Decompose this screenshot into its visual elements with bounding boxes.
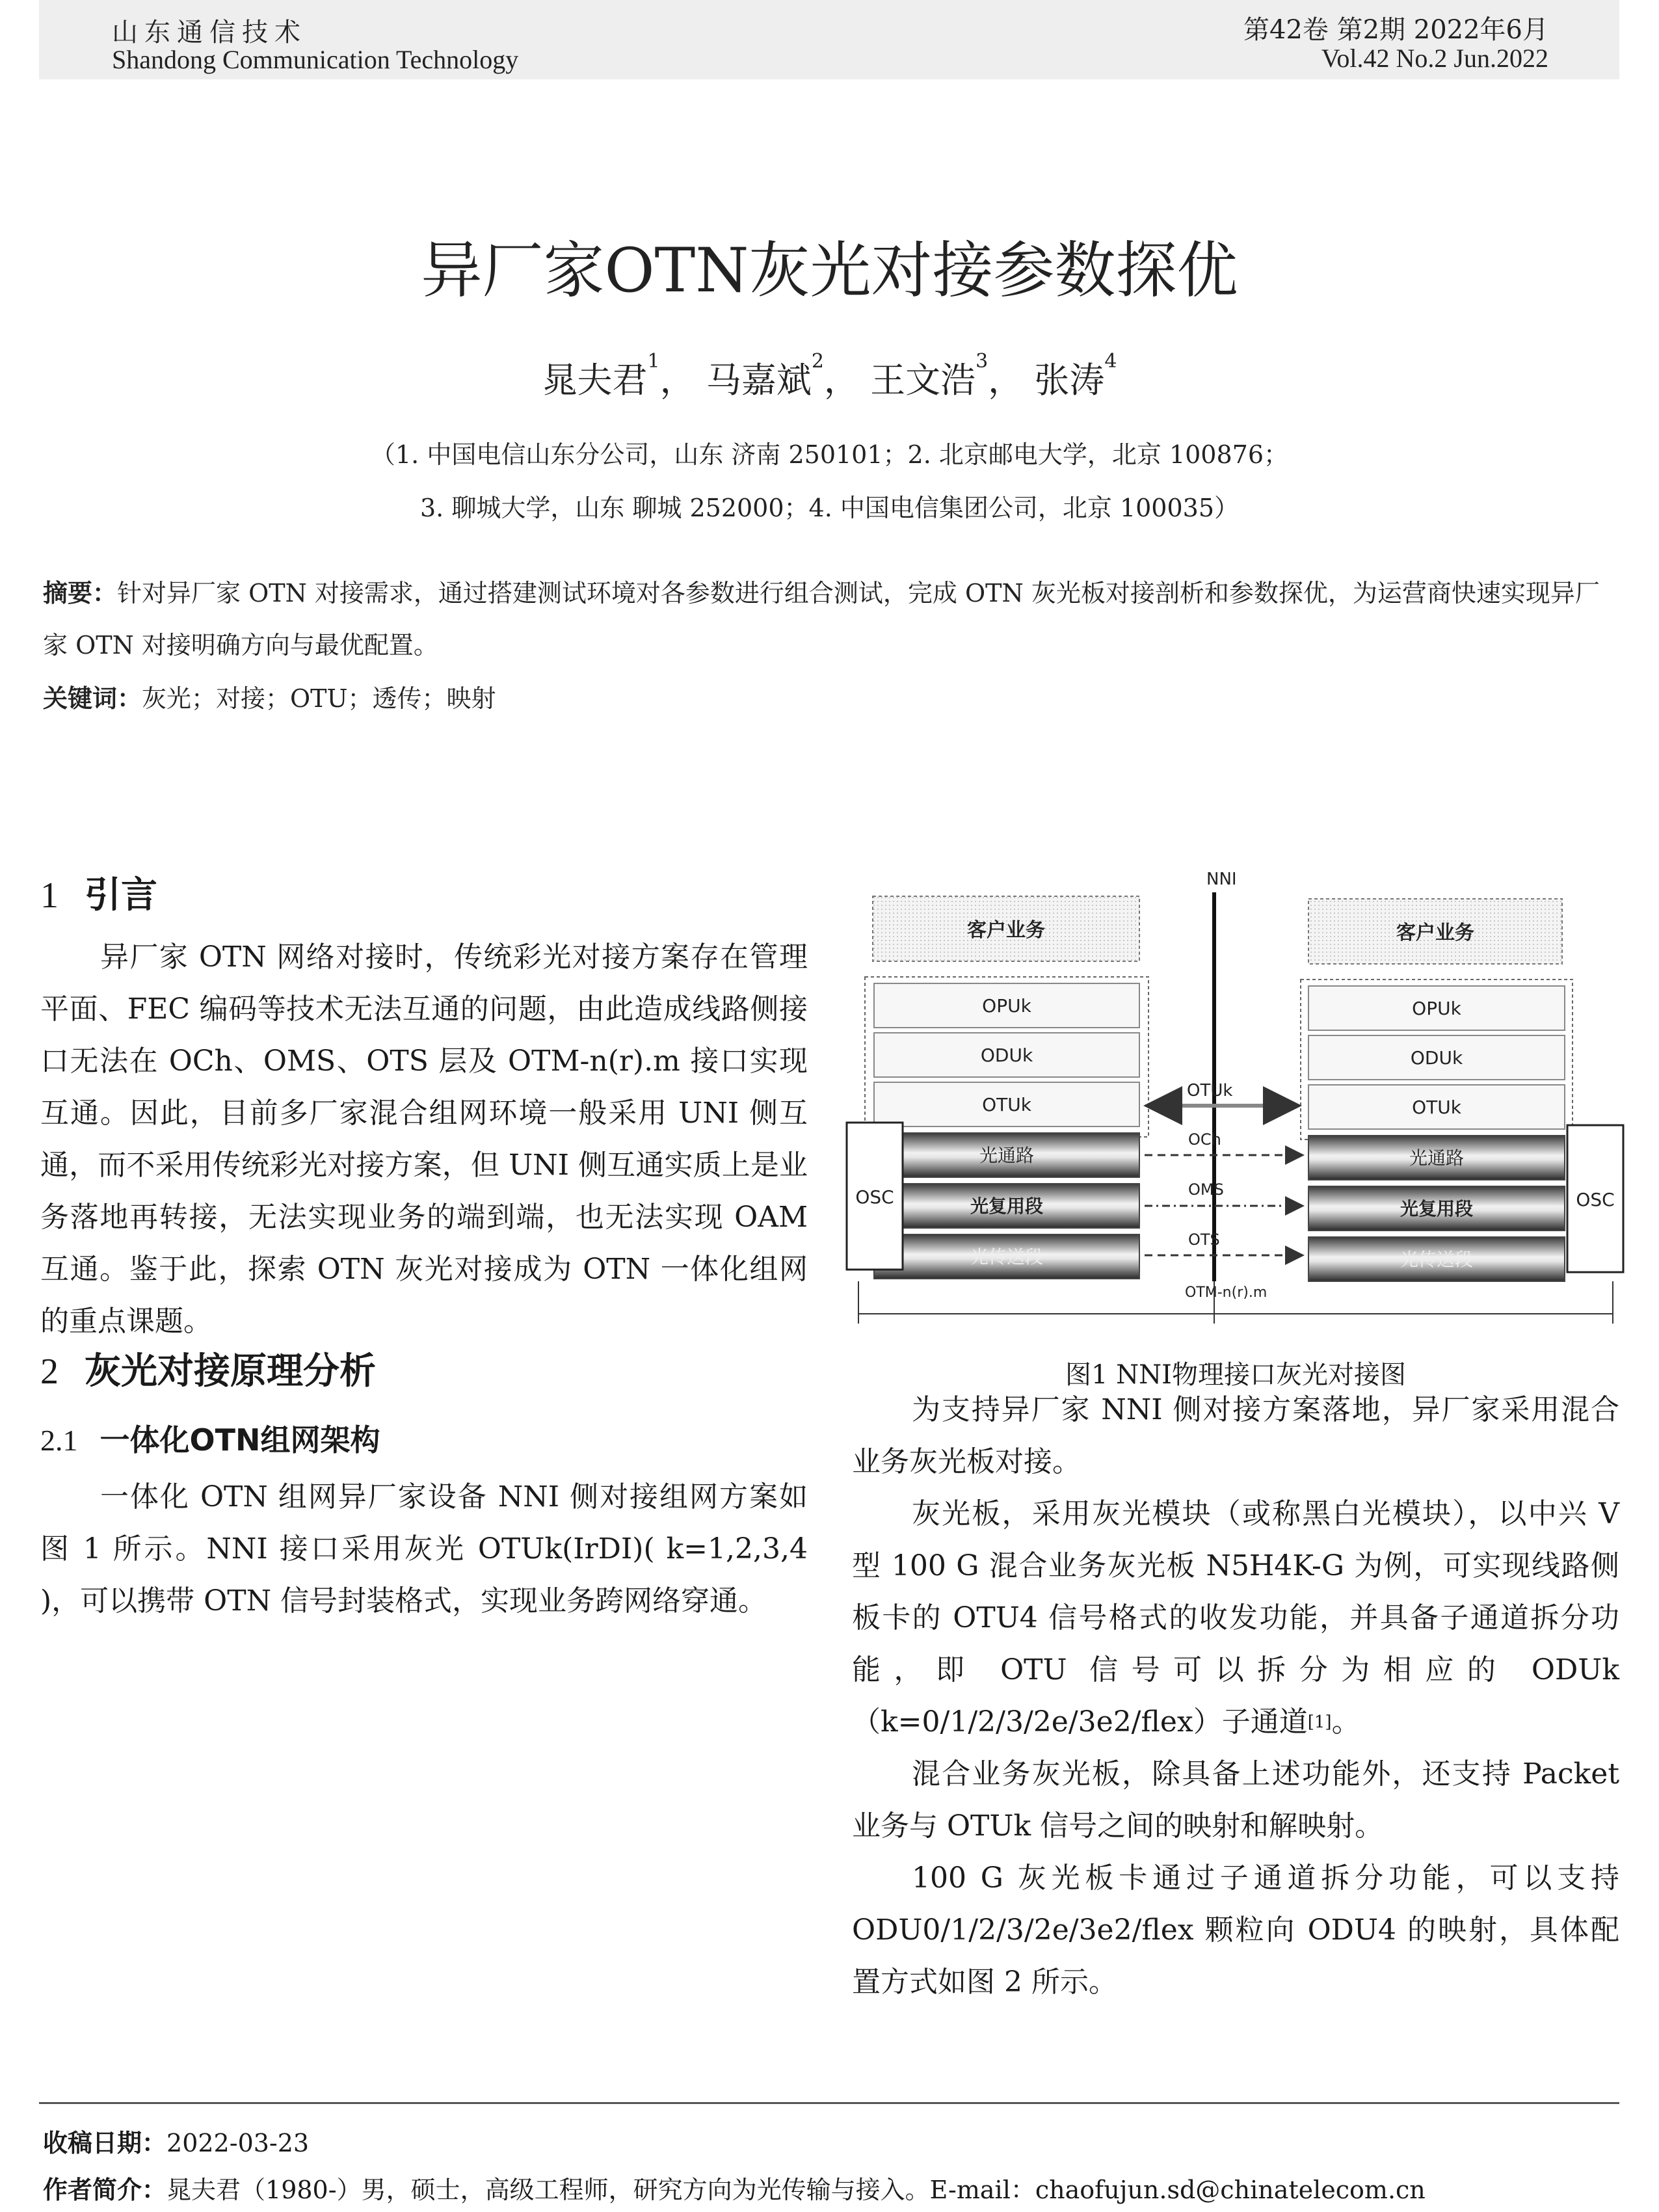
- section-2-1-body: [40, 1471, 808, 1627]
- section-1-body: [40, 931, 808, 1348]
- optical-channel-label-left: 光通路: [979, 1145, 1035, 1166]
- section-number: 2.1: [40, 1424, 78, 1457]
- author-name: 王文浩: [870, 360, 976, 401]
- oms-label: OMS: [1188, 1180, 1224, 1199]
- abstract-label: 摘要：: [43, 579, 118, 607]
- paragraph-text: 灰光板，采用灰光模块（或称黑白光模块），以中兴 V 型 100 G 混合业务灰光板 N5H4K-G 为例，可实现线路侧板卡的 OTU4 信号格式的收发功能，并具备子通道拆分功能，即 OTU 信号可以拆分为相应的 ODUk（k=0/1/2/3/2e/3e2/flex）子通道: [852, 1497, 1619, 1739]
- section-number: 2: [40, 1352, 59, 1392]
- paragraph: 异厂家 OTN 网络对接时，传统彩光对接方案存在管理平面、FEC 编码等技术无法互通的问题，由此造成线路侧接口无法在 OCh、OMS、OTS 层及 OTM-n(r).m 接口实现互通。因此，目前多厂家混合组网环境一般采用 UNI 侧互通，而不采用传统彩光对接方案，但 UNI 侧互通实质上是业务落地再转接，无法实现业务的端到端，也无法实现 OAM 互通。鉴于此，探索 OTN 灰光对接成为 OTN 一体化组网的重点课题。: [40, 940, 808, 1338]
- optical-channel-label-right: 光通路: [1409, 1147, 1465, 1169]
- nni-label: NNI: [1206, 870, 1237, 889]
- received-date: [43, 2123, 309, 2159]
- section-title: 灰光对接原理分析: [85, 1350, 376, 1392]
- section-title: 一体化OTN组网架构: [100, 1422, 380, 1458]
- journal-name-en: Shandong Communication Technology: [112, 45, 519, 74]
- journal-name-cn: 山东通信技术: [112, 18, 307, 47]
- abstract: [43, 567, 1617, 671]
- received-value: 2022-03-23: [166, 2129, 310, 2157]
- otm-label: OTM-n(r).m: [1185, 1285, 1267, 1301]
- issue-info-cn: 第42卷 第2期 2022年6月: [1243, 15, 1548, 45]
- optical-transmission-label-left: 光传送段: [970, 1246, 1044, 1268]
- section-heading-2: [40, 1342, 808, 1394]
- otuk-interface-label: OTUk: [1187, 1081, 1233, 1100]
- author-name: 马嘉斌: [706, 360, 812, 401]
- author-affil-mark: 1: [647, 350, 660, 373]
- paragraph: [852, 1488, 1619, 1748]
- author-name: 张涛: [1034, 360, 1105, 401]
- paragraph: 混合业务灰光板，除具备上述功能外，还支持 Packet 业务与 OTUk 信号之间的映射和解映射。: [852, 1757, 1619, 1843]
- subsection-heading-2-1: [40, 1417, 808, 1459]
- section-number: 1: [40, 875, 59, 916]
- oduk-label-left: ODUk: [980, 1045, 1033, 1066]
- affiliation-line: 3. 聊城大学，山东 聊城 252000；4. 中国电信集团公司，北京 100035）: [419, 494, 1240, 522]
- paragraph: 为支持异厂家 NNI 侧对接方案落地，异厂家采用混合业务灰光板对接。: [852, 1393, 1619, 1478]
- optical-transmission-label-right: 光传送段: [1400, 1249, 1474, 1270]
- section-title: 引言: [85, 874, 157, 916]
- paragraph-end: 。: [1331, 1705, 1360, 1739]
- paper-title: 异厂家OTN灰光对接参数探优: [421, 235, 1238, 306]
- oduk-label-right: ODUk: [1410, 1047, 1463, 1069]
- author-affil-mark: 2: [811, 350, 824, 373]
- figure-1-caption: 图1 NNI物理接口灰光对接图: [1065, 1360, 1406, 1390]
- client-service-label-right: 客户业务: [1396, 922, 1474, 944]
- opuk-label-left: OPUk: [982, 995, 1031, 1017]
- paragraph: 一体化 OTN 组网异厂家设备 NNI 侧对接组网方案如图 1 所示。NNI 接口采用灰光 OTUk(IrDI)( k=1,2,3,4 )，可以携带 OTN 信号封装格式，实现业务跨网络穿通。: [40, 1480, 808, 1618]
- author-bio-text: 晁夫君（1980-）男，硕士，高级工程师，研究方向为光传输与接入。E-mail：chaofujun.sd@chinatelecom.cn: [166, 2176, 1426, 2204]
- author-bio: [43, 2170, 1426, 2205]
- affiliation-line: （1. 中国电信山东分公司，山东 济南 250101；2. 北京邮电大学，北京 100876；: [370, 440, 1289, 469]
- author-name: 晁夫君: [542, 360, 648, 401]
- author-list: 晁夫君$^1$， 马嘉斌$^2$， 王文浩$^3$， 张涛$^4$: [542, 350, 1117, 401]
- figure-1-svg: [845, 865, 1626, 1346]
- figure-1-nni-diagram: [845, 865, 1626, 1346]
- footer-rule: [39, 2102, 1619, 2104]
- received-label: 收稿日期：: [43, 2129, 167, 2157]
- osc-label-left: OSC: [855, 1186, 894, 1208]
- issue-info-en: Vol.42 No.2 Jun.2022: [1321, 44, 1548, 73]
- keywords: [43, 673, 1617, 725]
- keywords-text: 灰光；对接；OTU；透传；映射: [142, 684, 496, 713]
- author-affil-mark: 4: [1104, 350, 1117, 373]
- optical-multiplex-label-right: 光复用段: [1400, 1198, 1474, 1219]
- otuk-label-left: OTUk: [982, 1094, 1031, 1115]
- och-label: OCh: [1188, 1130, 1221, 1149]
- ots-label: OTS: [1188, 1231, 1220, 1249]
- osc-label-right: OSC: [1576, 1189, 1615, 1210]
- paragraph: 100 G 灰光板卡通过子通道拆分功能，可以支持 ODU0/1/2/3/2e/3e2/flex 颗粒向 ODU4 的映射，具体配置方式如图 2 所示。: [852, 1861, 1619, 1999]
- optical-multiplex-label-left: 光复用段: [970, 1195, 1044, 1217]
- author-affil-mark: 3: [975, 350, 989, 373]
- otuk-label-right: OTUk: [1412, 1097, 1461, 1118]
- client-service-label-left: 客户业务: [967, 919, 1045, 942]
- citation-ref: [1]: [1307, 1712, 1332, 1732]
- section-heading-1: [40, 866, 808, 918]
- abstract-text: 针对异厂家 OTN 对接需求，通过搭建测试环境对各参数进行组合测试，完成 OTN 灰光板对接剖析和参数探优，为运营商快速实现异厂家 OTN 对接明确方向与最优配置。: [43, 579, 1600, 660]
- right-column-body: [852, 1384, 1619, 2008]
- opuk-label-right: OPUk: [1412, 998, 1461, 1019]
- author-bio-label: 作者简介：: [43, 2176, 167, 2204]
- keywords-label: 关键词：: [43, 684, 142, 713]
